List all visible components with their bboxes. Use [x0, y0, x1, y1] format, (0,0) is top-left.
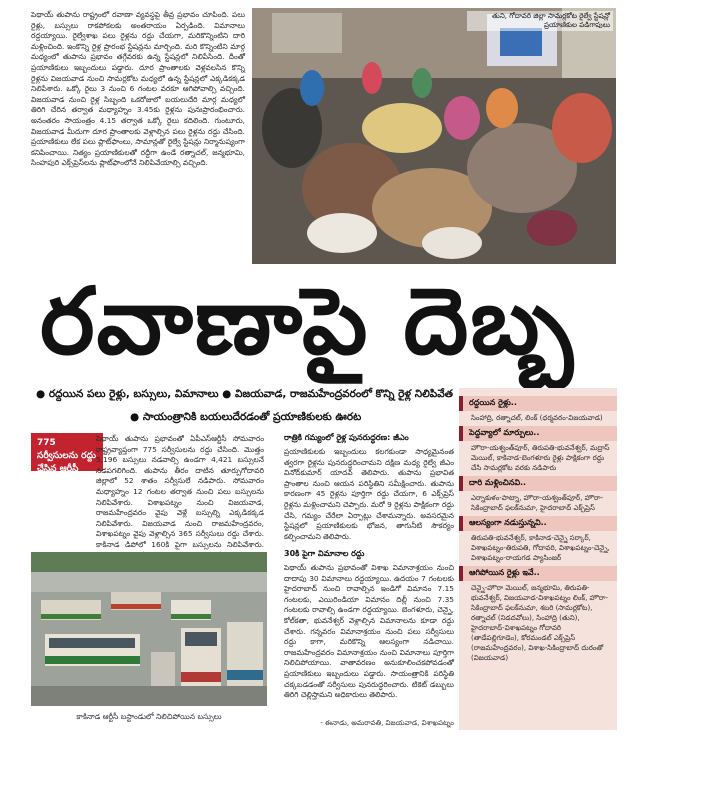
sidebar-heading: రద్దయిన రైళ్లు.. — [459, 396, 617, 411]
sidebar-heading: పెద్దవ్యాలో మార్పులు.. — [459, 426, 617, 441]
sidebar-text: సింహాద్రి, రత్నాచల్, లింక్ (ధర్మవరం-విజయవాడ) — [471, 414, 603, 422]
intro-paragraph: పెథాయ్ తుపాను రాష్ట్రంలో రవాణా వ్యవస్థపై తీవ్ర ప్రభావం చూపింది. పలు రైళ్లు, బస్సులు రాకపోకలకు అంతరాయం ఏర్పడింది. విమానాలు రద్దయ్యాయి. రైల్వేశాఖ పలు రైళ్లను రద్దు చేయగా, మరికొన్నింటిని దారి మళ్లించింది. ఇంకొన్ని రైళ్ల ప్రారంభ స్టేషన్లను మార్చింది. మరి కొన్నింటిని మార్గ మధ్యంలో తుపాను ప్రభావం తగ్గేవరకు ఉన్న స్టేషన్లలో నిలిపేసింది. దీంతో ప్రయాణికులు ఇబ్బందులు పడ్డారు. దూర ప్రాంతాలకు వెళ్లవలసిన కొన్ని రైళ్లను విజయవాడ నుంచి సామర్లకోట మధ్యలో ఉన్న స్టేషన్లలో ఎక్కడికక్కడ నిలిపేశారు. ఒక్కో రైలు 3 నుంచి 6 గంటల వరకూ ఆగిపోవాల్సి వచ్చింది. విజయవాడ నుంచి రైళ్ల సిబ్బంది ఒకరోజులో బయలుదేరి మార్గ మధ్యలో తిరిగి చేరిన తర్వాత మధ్యాహ్నం 3.45కు రైళ్లను పునఃప్రారంభించారు. అనంతరం సాయంత్రం 4.15 తర్వాత ఒక్కో రైలు కదిలింది. గుంటూరు, విజయవాడ మీదుగా దూర ప్రాంతాలకు వెళ్లాల్సిన పలు రైళ్లను రద్దు చేసింది. ప్రయాణికులు లేక పలు ప్లాట్‌ఫాంలు, సామాన్లతో రైల్వే స్టేషన్లు నిర్మానుష్యంగా కనిపించాయి. నిత్యం ప్రయాణికులతో రద్దీగా ఉండే రత్నాచల్, జన్మభూమి, సింహపురి ఎక్స్‌ప్రెస్‌లను ప్లాట్‌ఫాంలోనే నిలిపివేయాల్సి వచ్చింది. — [31, 10, 245, 168]
sidebar-text: తిరుపతి-భువనేశ్వర్, కాకినాడ-చెన్నై సర్కార్, విశాఖపట్నం-తిరుపతి, గోదావరి, విశాఖపట్నం-చెన్నై, విశాఖపట్నం-రాయగడ ప్యాసింజర్ — [471, 534, 610, 562]
flights-text: పెథాయ్ తుపాను ప్రభావంతో విశాఖ విమానాశ్రయం నుంచి దాదాపు 30 విమానాలు రద్దయ్యాయి. ఉదయం 7 గంటలకు హైదరాబాద్ నుంచి రావాల్సిన ఇండిగో విమానం 7.15 గంటలకు, ఎయిరిండియా విమానం దిల్లీ నుంచి 7.35 గంటలకు రావాల్సి ఉండగా రద్దయ్యాయి. బెంగళూరు, చెన్నై, కోల్‌కతా, భువనేశ్వర్ వెళ్లాల్సిన విమానాలను కూడా రద్దు చేశారు. గన్నవరం విమానాశ్రయం నుంచి పలు సర్వీసులు రద్దు కాగా, మరికొన్ని ఆలస్యంగా నడిచాయి. రాజమహేంద్రవరం విమానాశ్రయం నుంచి విమానాలు పూర్తిగా నిలిచిపోయాయి. వాతావరణం అనుకూలించకపోవడంతో ప్రయాణికులు ఇబ్బందులు పడ్డారు. సాయంత్రానికి పరిస్థితి చక్కబడడంతో సర్వీసులు పునరుద్ధరించారు. టికెట్ డబ్బులు తిరిగి చెల్లిస్తామని అధికారులు తెలిపారు. — [284, 563, 454, 700]
bus-stand-photo — [31, 552, 267, 706]
station-crowd-image — [252, 8, 616, 264]
flights-heading: 30కి పైగా విమానాల రద్దు — [284, 549, 365, 558]
news-credit: - ఈనాడు, అమరావతి, విజయవాడ, విశాఖపట్నం — [320, 719, 454, 727]
sidebar-section-delayed — [459, 516, 617, 566]
gm-section-heading: రాత్రికి గమ్యంలో రైళ్ల పునరుద్ధరణ: జీఎం — [284, 433, 409, 442]
top-photo-caption: తుని, గోదావరి జిల్లా సామర్లకోట రైల్వే స్టేషన్లో ప్రయాణికుల పడిగాపులు — [467, 11, 613, 31]
subhead-secondary: ● సాయంత్రానికి బయలుదేరడంతో ప్రయాణికులకు ఊరట — [130, 411, 362, 423]
sidebar-section-changes — [459, 426, 617, 476]
sidebar-heading: ఆలస్యంగా నడుస్తున్నవి.. — [459, 516, 617, 531]
bus-section-text: పెథాయ్ తుపాను ప్రభావంతో ఏపీఎస్ఆర్టీసీ సోమవారం రాష్ట్రవ్యాప్తంగా 775 సర్వీసులను రద్దు చేసింది. మొత్తం 5,196 బస్సులు నడవాల్సి ఉండగా 4,421 బస్సులనే నడపగలిగింది. తుపాను తీరం దాటిన తూర్పుగోదావరి జిల్లాలో 52 శాతం సర్వీసులే నడిపారు. సోమవారం మధ్యాహ్నం 12 గంటల తర్వాత నుంచి పలు బస్సులను నిలిపివేశారు. విశాఖపట్నం నుంచి విజయవాడ, రాజమహేంద్రవరం వైపు వెళ్లే బస్సుల్ని ఎక్కడికక్కడ నిలిపివేశారు. విజయవాడ నుంచి రాజమహేంద్రవరం, విశాఖపట్నం వైపు వెళ్లాల్సిన 365 సర్వీసులు రద్దు చేశారు. కాకినాడ డిపోలో 160కి పైగా బస్సులను నిలిపివేశారు. — [96, 434, 264, 549]
sidebar-section-stopped — [459, 566, 617, 666]
sidebar-section-cancelled — [459, 396, 617, 426]
train-status-sidebar — [459, 388, 617, 730]
bus-cancel-label: 775 సర్వీసులను రద్దు చేసిన ఆర్టీసీ — [31, 433, 103, 471]
gm-section-text: ప్రయాణికులకు ఇబ్బందులు కలగకుండా సాధ్యమైనంత త్వరగా రైళ్లను పునరుద్ధరించామని దక్షిణ మధ్య రైల్వే జీఎం వినోద్‌కుమార్ యాదవ్ తెలిపారు. తుపాను ప్రభావిత ప్రాంతాల నుంచి ఆయన పరిస్థితిని సమీక్షించారు. తుపాను కారణంగా 45 రైళ్లను పూర్తిగా రద్దు చేయగా, 6 ఎక్స్‌ప్రెస్ రైళ్లను మళ్లించామని చెప్పారు. మరో 9 రైళ్లను పాక్షికంగా రద్దు చేసి, గమ్యం చేరేలా ఏర్పాట్లు చేశామన్నారు. అవసరమైన స్టేషన్లలో ప్రయాణికులకు భోజన, తాగునీటి సౌకర్యం కల్పించామని తెలిపారు. — [284, 447, 454, 541]
sidebar-heading: ఆగిపోయిన రైళ్లు ఇవే.. — [459, 566, 617, 581]
bus-stand-image — [31, 552, 267, 706]
sidebar-text: హౌరా-యశ్వంత్‌పూర్, తిరుపతి-భువనేశ్వర్, మద్రాస్ మెయిల్, కాకినాడ-బెంగళూరు రైళ్లు పాక్షికంగా రద్దు చేసి సామర్లకోట వరకు నడిపారు — [471, 444, 610, 472]
sidebar-text: చెన్నై-హౌరా మెయిల్, జన్మభూమి, తిరుపతి-భువనేశ్వర్, విజయవాడ-విశాఖపట్నం లింక్, హౌరా-సికింద్రాబాద్ ఫలక్‌నుమా, శబరి (సామర్లకోట), రత్నాచల్ (నిడదవోలు), సింహాద్రి (తుని), హైదరాబాద్-విశాఖపట్నం గోదావరి (తాడేపల్లిగూడెం), కోరమండల్ ఎక్స్‌ప్రెస్ (రాజమహేంద్రవరం), విశాఖ-సికింద్రాబాద్ దురంతో (విజయవాడ) — [471, 584, 609, 662]
headline: రవాణాపై దెబ్బ — [40, 268, 576, 375]
bus-photo-caption: కాకినాడ ఆర్టీసీ బస్టాండులో నిలిచిపోయిన బస్సులు — [76, 712, 222, 721]
station-crowd-photo — [252, 8, 616, 264]
sidebar-section-diverted — [459, 476, 617, 516]
sidebar-text: ఎర్నాకుళం-పాట్నా, హౌరా-యశ్వంత్‌పూర్, హౌరా-సికింద్రాబాద్ ఫలక్‌నుమా, హైదరాబాద్ ఎక్స్‌ప్రెస్ — [471, 494, 604, 512]
sidebar-heading: దారి మళ్లించినవి.. — [459, 476, 617, 491]
subhead-primary: ● రద్దయిన పలు రైళ్లు, బస్సులు, విమానాలు ● విజయవాడ, రాజమహేంద్రవరంలో కొన్ని రైళ్ల నిలిపివేత — [36, 388, 453, 400]
